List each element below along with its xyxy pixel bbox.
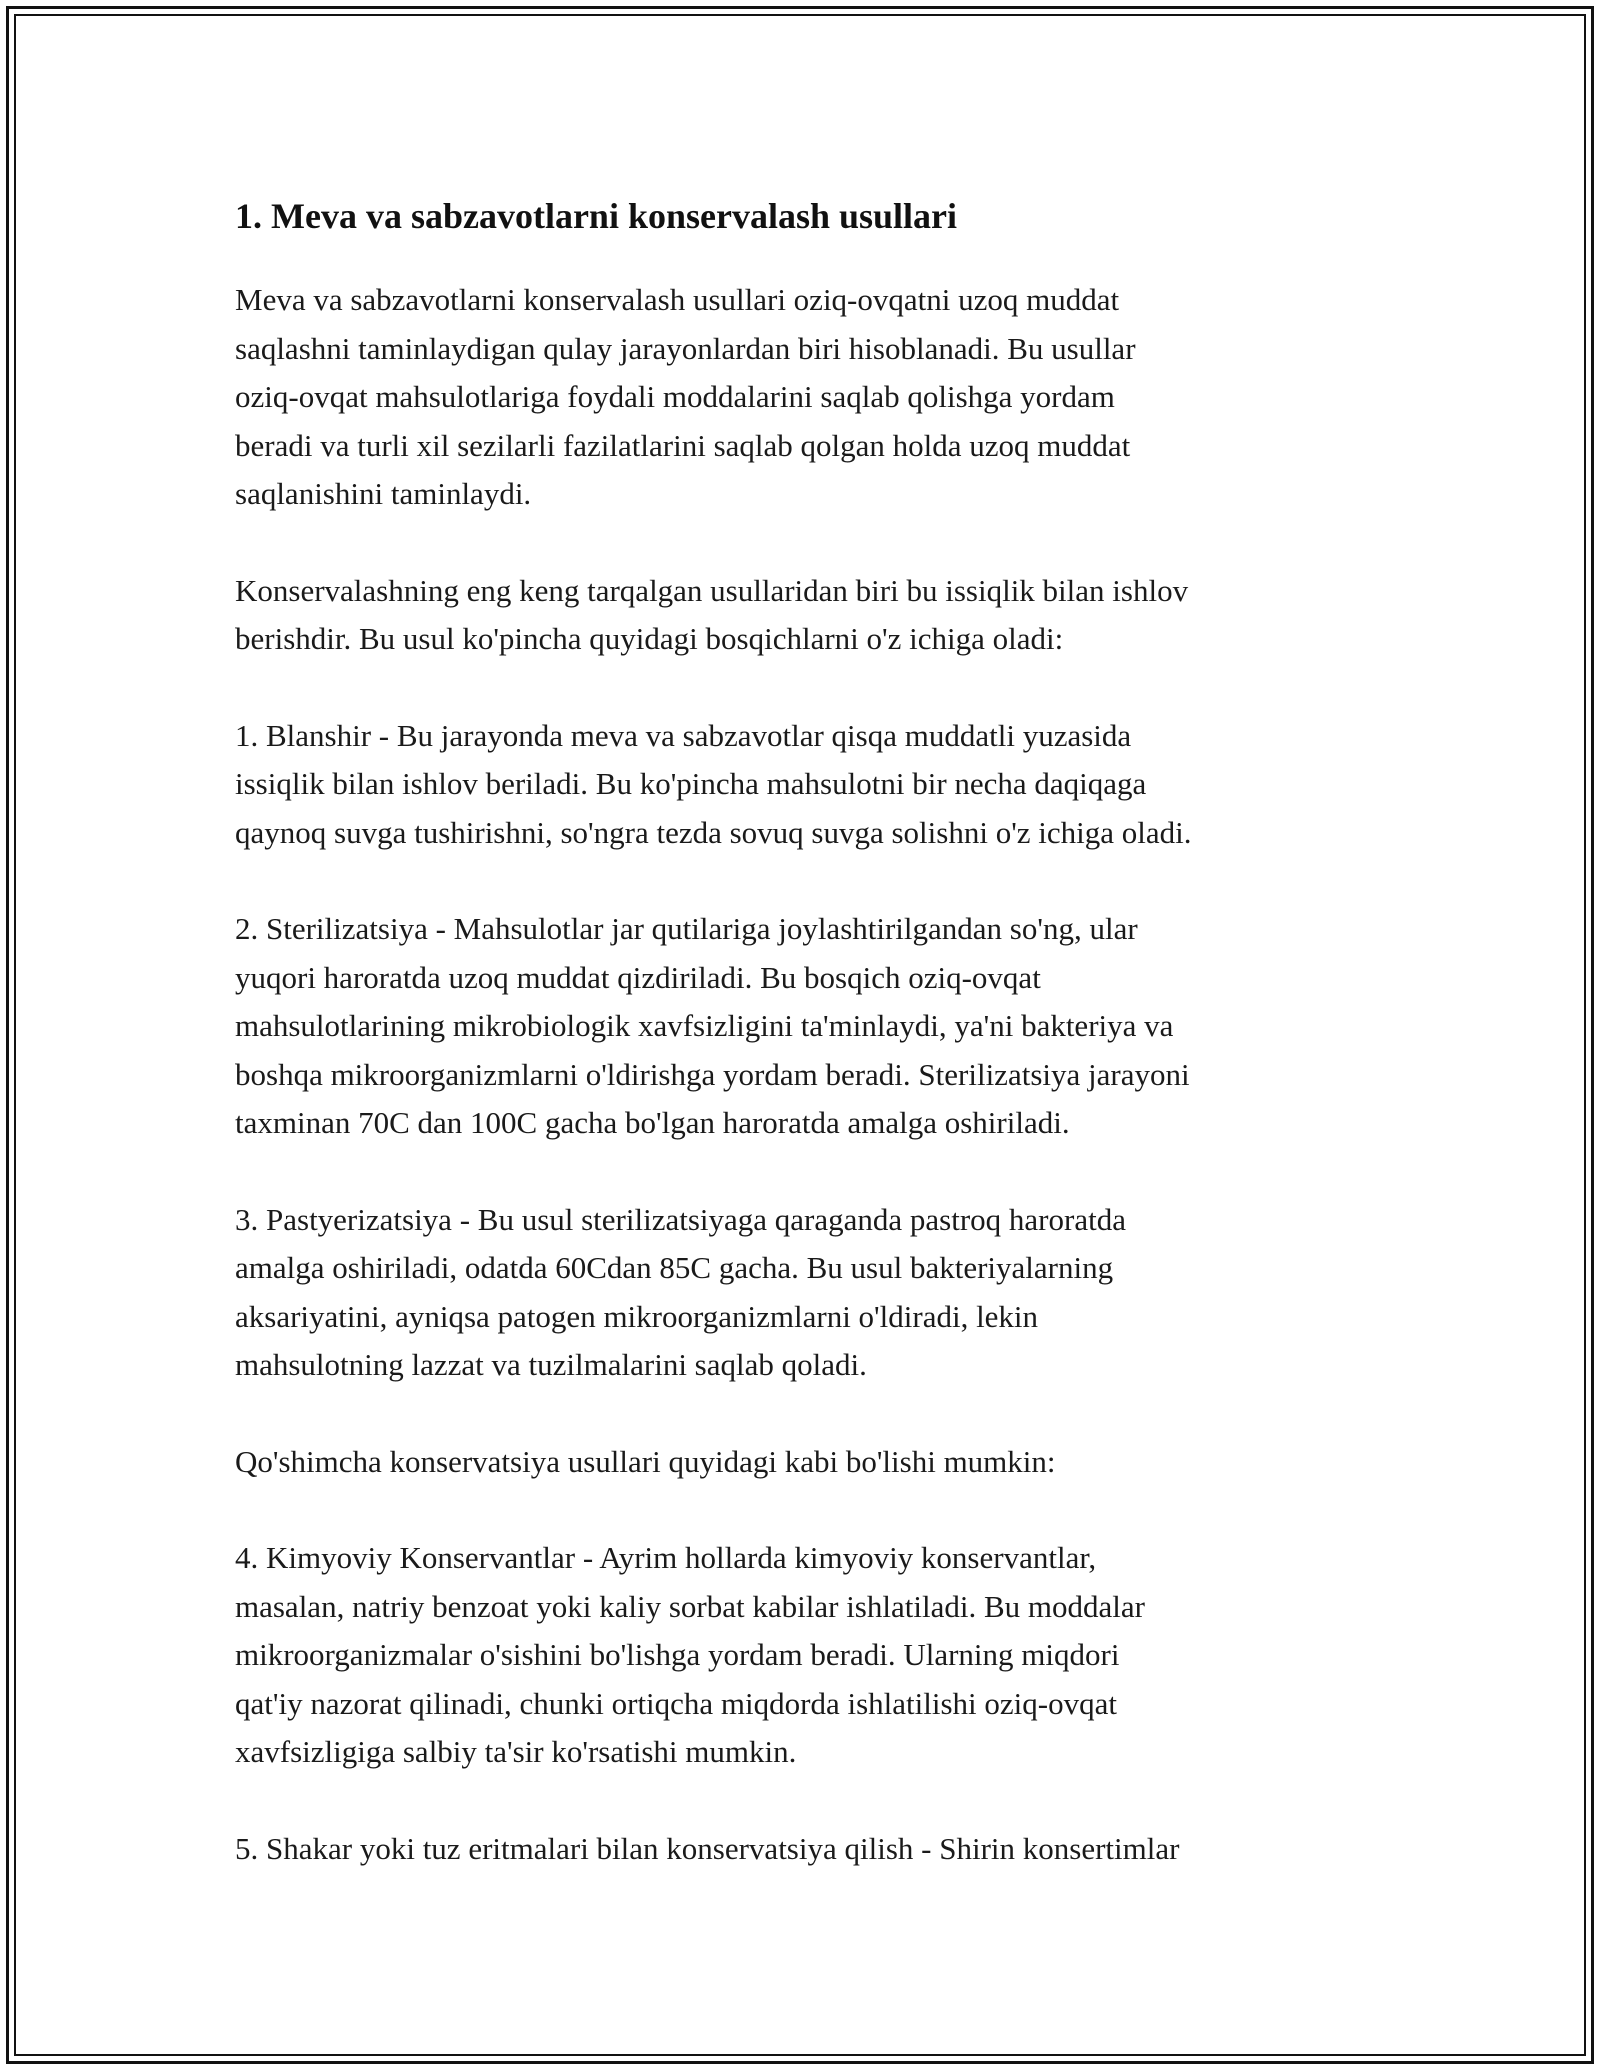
- text-line: issiqlik bilan ishlov beriladi. Bu ko'pincha mahsulotni bir necha daqiqaga: [235, 766, 1147, 801]
- text-line: saqlashni taminlaydigan qulay jarayonlardan biri hisoblanadi. Bu usullar: [235, 330, 1136, 366]
- paragraph: [235, 1534, 1375, 1777]
- text-line: beradi va turli xil sezilarli fazilatlarini saqlab qolgan holda uzoq muddat: [235, 427, 1131, 463]
- text-line: Konservalashning eng keng tarqalgan usullaridan biri bu issiqlik bilan ishlov: [235, 572, 1189, 608]
- text-line: qat'iy nazorat qilinadi, chunki ortiqcha miqdorda ishlatilishi oziq-ovqat: [235, 1685, 1117, 1721]
- text-line: 2. Sterilizatsiya - Mahsulotlar jar qutilariga joylashtirilgandan so'ng, ular: [235, 911, 1138, 946]
- text-line: 4. Kimyoviy Konservantlar - Ayrim hollarda kimyoviy konservantlar,: [235, 1540, 1097, 1575]
- paragraph: [235, 905, 1375, 1148]
- text-line: saqlanishini taminlaydi.: [235, 476, 532, 511]
- text-line: boshqa mikroorganizmlarni o'ldirishga yordam beradi. Sterilizatsiya jarayoni: [235, 1056, 1190, 1092]
- paragraph: [235, 712, 1375, 858]
- text-line: mahsulotning lazzat va tuzilmalarini saqlab qoladi.: [235, 1347, 867, 1382]
- paragraph-list: [235, 276, 1375, 1873]
- text-line: aksariyatini, ayniqsa patogen mikroorganizmlarni o'ldiradi, lekin: [235, 1298, 1039, 1334]
- text-line: taxminan 70C dan 100C gacha bo'lgan haroratda amalga oshiriladi.: [235, 1105, 1070, 1140]
- text-line: mahsulotlarining mikrobiologik xavfsizligini ta'minlaydi, ya'ni bakteriya va: [235, 1008, 1174, 1043]
- document-body: [235, 188, 1375, 1873]
- paragraph: [235, 1196, 1375, 1390]
- paragraph: [235, 567, 1375, 664]
- text-line: 1. Blanshir - Bu jarayonda meva va sabzavotlar qisqa muddatli yuzasida: [235, 717, 1132, 753]
- text-line: amalga oshiriladi, odatda 60Cdan 85C gacha. Bu usul bakteriyalarning: [235, 1250, 1114, 1285]
- text-line: Meva va sabzavotlarni konservalash usullari oziq-ovqatni uzoq muddat: [235, 282, 1120, 317]
- text-line: Qo'shimcha konservatsiya usullari quyidagi kabi bo'lishi mumkin:: [235, 1443, 1056, 1479]
- text-line: masalan, natriy benzoat yoki kaliy sorbat kabilar ishlatiladi. Bu moddalar: [235, 1588, 1145, 1624]
- section-heading: 1. Meva va sabzavotlarni konservalash usullari: [235, 196, 958, 236]
- text-line: 3. Pastyerizatsiya - Bu usul sterilizatsiyaga qaraganda pastroq haroratda: [235, 1201, 1126, 1237]
- text-line: xavfsizligiga salbiy ta'sir ko'rsatishi mumkin.: [235, 1734, 797, 1769]
- text-line: yuqori haroratda uzoq muddat qizdiriladi. Bu bosqich oziq-ovqat: [235, 959, 1041, 995]
- paragraph: [235, 1825, 1375, 1874]
- paragraph: [235, 276, 1375, 519]
- paragraph: [235, 1438, 1375, 1487]
- text-line: qaynoq suvga tushirishni, so'ngra tezda sovuq suvga solishni o'z ichiga oladi.: [235, 814, 1192, 850]
- text-line: oziq-ovqat mahsulotlariga foydali moddalarini saqlab qolishga yordam: [235, 379, 1115, 414]
- text-line: berishdir. Bu usul ko'pincha quyidagi bosqichlarni o'z ichiga oladi:: [235, 621, 1064, 656]
- text-line: 5. Shakar yoki tuz eritmalari bilan konservatsiya qilish - Shirin konsertimlar: [235, 1830, 1180, 1866]
- text-line: mikroorganizmalar o'sishini bo'lishga yordam beradi. Ularning miqdori: [235, 1637, 1120, 1672]
